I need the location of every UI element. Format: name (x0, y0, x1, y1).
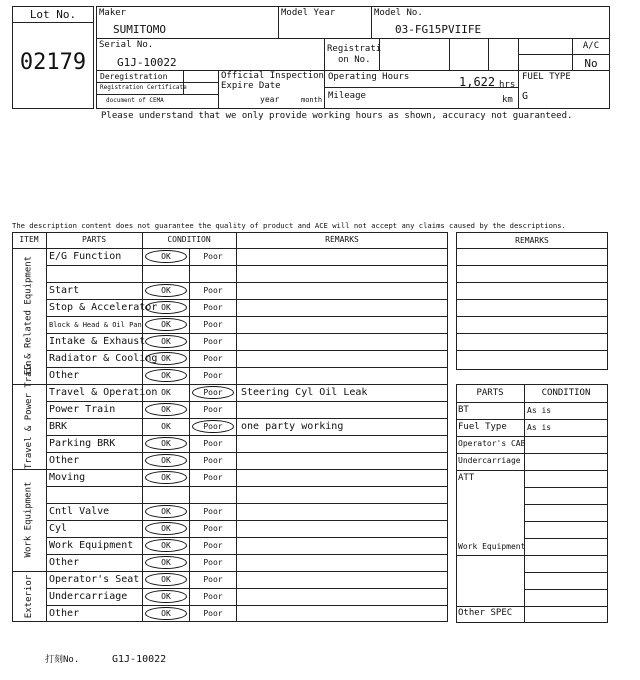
part-label: Radiator & Cooling (49, 353, 158, 364)
remark-text: one party working (241, 421, 344, 432)
model-year-label: Model Year (281, 8, 336, 18)
part-label: Other (49, 455, 80, 466)
part-label: Block & Head & Oil Pan (49, 321, 142, 329)
selected-condition-circle (145, 539, 187, 552)
fuel-type-value: G (522, 91, 529, 102)
mileage-label: Mileage (328, 91, 366, 101)
hours-unit: hrs (499, 80, 516, 90)
condition-ok: OK (161, 592, 171, 601)
condition-poor: Poor (203, 558, 223, 567)
selected-condition-circle (192, 386, 234, 399)
selected-condition-circle (145, 437, 187, 450)
registration-certificate-label: Registration Certificate (100, 84, 187, 91)
part-label: Cntl Valve (49, 506, 110, 517)
selected-condition-circle (145, 369, 187, 382)
condition-poor: Poor (203, 303, 223, 312)
selected-condition-circle (145, 335, 187, 348)
condition-poor: Poor (203, 507, 223, 516)
month-label: month (301, 96, 323, 104)
condition-poor: Poor (203, 337, 223, 346)
selected-condition-circle (145, 403, 187, 416)
header-parts: PARTS (81, 235, 107, 244)
part-label: Other (49, 608, 80, 619)
side-parts-header: PARTS (476, 388, 504, 398)
condition-ok: OK (161, 405, 171, 414)
condition-ok: OK (161, 456, 171, 465)
condition-ok: OK (161, 303, 171, 312)
selected-condition-circle (145, 284, 187, 297)
group-label: Work Equipment (23, 481, 34, 558)
condition-poor: Poor (203, 252, 223, 261)
condition-poor: Poor (203, 320, 223, 329)
side-part-other-spec: Other SPEC (458, 608, 513, 618)
stamp-label: 打刻No. (45, 655, 80, 665)
side-part-bt: BT (458, 405, 469, 415)
condition-ok: OK (161, 320, 171, 329)
group-label: Travel & Power Train (23, 360, 34, 469)
model-no-value: 03-FG15PVIIFE (395, 23, 482, 36)
condition-poor: Poor (203, 286, 223, 295)
part-label: E/G Function (49, 251, 122, 262)
condition-ok: OK (161, 473, 171, 482)
condition-poor: Poor (203, 439, 223, 448)
lot-number: 02179 (19, 50, 87, 75)
condition-ok: OK (161, 558, 171, 567)
maker-label: Maker (99, 8, 127, 18)
part-label: BRK (49, 421, 68, 432)
condition-poor: Poor (203, 354, 223, 363)
condition-ok: OK (161, 354, 171, 363)
side-part-work-equipment: Work Equipment (458, 542, 526, 551)
model-no-label: Model No. (374, 8, 423, 18)
inspection-label-1: Official Inspection (221, 71, 324, 81)
condition-ok: OK (161, 371, 171, 380)
selected-condition-circle (145, 250, 187, 263)
condition-poor: Poor (203, 371, 223, 380)
condition-poor: Poor (203, 609, 223, 618)
registration-label-1: Registrati (327, 44, 382, 54)
part-label: Work Equipment (49, 540, 134, 551)
mileage-unit: km (502, 95, 513, 105)
side-part-undercarriage: Undercarriage (458, 456, 521, 465)
part-label: Undercarriage (49, 591, 128, 602)
stamp-value: G1J-10022 (112, 654, 167, 665)
ac-label: A/C (582, 41, 600, 51)
fuel-type-label: FUEL TYPE (522, 72, 571, 82)
ac-value: No (584, 57, 598, 70)
cema-label: document of CEMA (106, 97, 164, 104)
condition-ok: OK (161, 507, 171, 516)
side-condition-header: CONDITION (541, 388, 591, 398)
side-remarks-title: REMARKS (515, 236, 549, 245)
header-condition: CONDITION (167, 235, 211, 244)
condition-ok: OK (161, 609, 171, 618)
part-label: Operator's Seat (49, 574, 140, 585)
condition-poor: Poor (203, 405, 223, 414)
group-label: EG & Related Equipment (23, 255, 34, 376)
registration-label-2: on No. (338, 55, 371, 65)
side-value-fuel-type: As is (527, 423, 552, 432)
selected-condition-circle (145, 556, 187, 569)
part-label: Start (49, 285, 80, 296)
condition-poor: Poor (203, 541, 223, 550)
condition-ok: OK (161, 286, 171, 295)
condition-ok: OK (161, 252, 171, 261)
year-label: year (260, 95, 280, 104)
serial-label: Serial No. (99, 40, 154, 50)
selected-condition-circle (145, 318, 187, 331)
part-label: Travel & Operation (49, 387, 158, 398)
remark-text: Steering Cyl Oil Leak (241, 387, 368, 398)
selected-condition-circle (145, 590, 187, 603)
selected-condition-circle (145, 607, 187, 620)
part-label: Stop & Accelerator (49, 302, 158, 313)
part-label: Parking BRK (49, 438, 116, 449)
selected-condition-circle (145, 352, 187, 365)
deregistration-label: Deregistration (100, 72, 168, 81)
side-part-fuel-type: Fuel Type (458, 422, 507, 432)
inspection-label-2: Expire Date (221, 81, 281, 91)
selected-condition-circle (145, 301, 187, 314)
selected-condition-circle (145, 505, 187, 518)
condition-poor: Poor (203, 422, 223, 431)
selected-condition-circle (145, 471, 187, 484)
header-item: ITEM (19, 235, 39, 244)
disclaimer: The description content does not guarantee the quality of product and ACE will not accept any claims caused by the descriptions. (12, 221, 566, 230)
lot-label: Lot No. (29, 8, 77, 21)
condition-poor: Poor (203, 524, 223, 533)
condition-poor: Poor (203, 388, 223, 397)
condition-ok: OK (161, 422, 171, 431)
side-part-operator-cab: Operator's CAB (458, 439, 526, 448)
selected-condition-circle (145, 454, 187, 467)
condition-poor: Poor (203, 473, 223, 482)
header-remarks: REMARKS (325, 235, 359, 244)
part-label: Moving (49, 472, 86, 483)
condition-poor: Poor (203, 592, 223, 601)
condition-ok: OK (161, 439, 171, 448)
part-label: Other (49, 557, 80, 568)
condition-ok: OK (161, 541, 171, 550)
operating-hours-label: Operating Hours (328, 72, 410, 82)
condition-ok: OK (161, 388, 171, 397)
part-label: Intake & Exhaust (49, 336, 146, 347)
selected-condition-circle (145, 573, 187, 586)
serial-value: G1J-10022 (117, 56, 177, 69)
selected-condition-circle (145, 522, 187, 535)
condition-ok: OK (161, 337, 171, 346)
condition-ok: OK (161, 575, 171, 584)
side-value-bt: As is (527, 406, 552, 415)
condition-ok: OK (161, 524, 171, 533)
part-label: Power Train (49, 404, 116, 415)
group-label: Exterior (23, 574, 34, 618)
hours-accuracy-note: Please understand that we only provide working hours as shown, accuracy not guaranteed. (101, 111, 573, 121)
condition-poor: Poor (203, 456, 223, 465)
side-part-att: ATT (458, 473, 475, 483)
part-label: Cyl (49, 523, 68, 534)
condition-poor: Poor (203, 575, 223, 584)
maker-value: SUMITOMO (113, 23, 166, 36)
operating-hours-value: 1,622 (459, 75, 496, 89)
selected-condition-circle (192, 420, 234, 433)
part-label: Other (49, 370, 80, 381)
